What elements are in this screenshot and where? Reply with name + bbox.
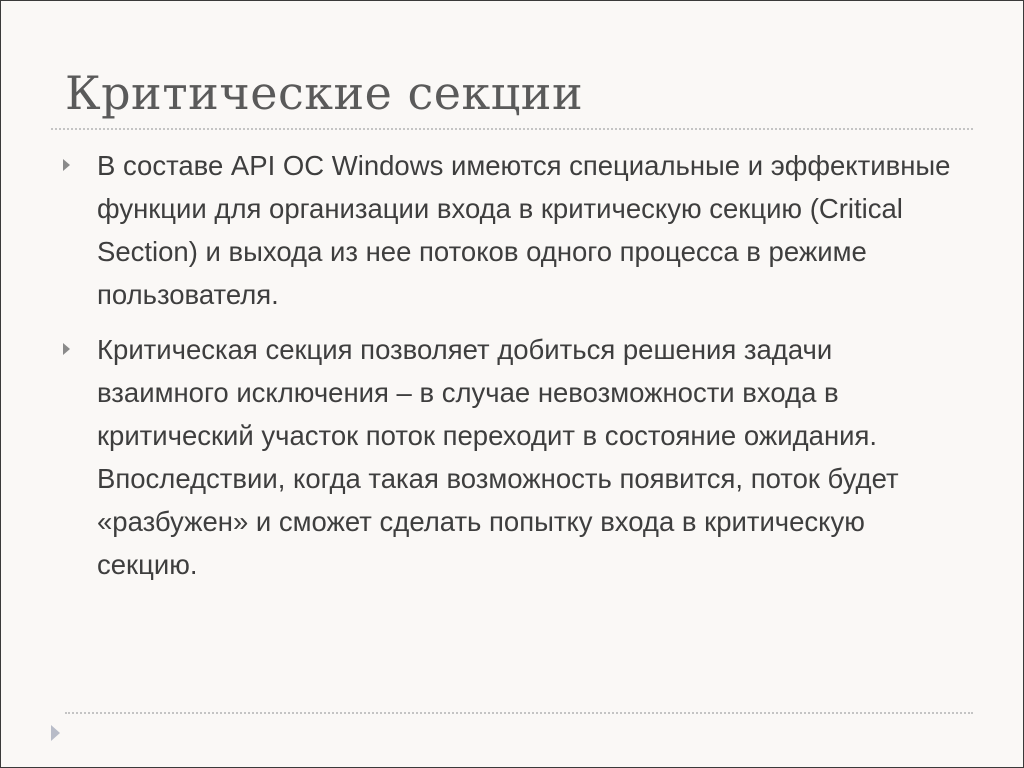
slide-title: Критические секции [65,66,584,120]
title-divider [51,128,973,130]
bullet-list [63,144,963,598]
bullet-item [63,328,963,586]
bullet-arrow-icon [63,159,70,171]
footer-divider [65,712,973,714]
bullet-arrow-icon [63,343,70,355]
footer-arrow-icon [51,725,60,741]
bullet-text: В составе API ОС Windows имеются специальные и эффективные функции для организации входа в критическую секцию (Critical Section) и выхода из нее потоков одного процесса в режиме пользователя. [97,150,951,310]
bullet-item [63,144,963,316]
bullet-text: Критическая секция позволяет добиться решения задачи взаимного исключения – в случае невозможности входа в критический участок поток переходит в состояние ожидания. Впоследствии, когда такая возможность появится, поток будет «разбужен» и сможет сделать попытку входа в критическую секцию. [97,334,899,580]
